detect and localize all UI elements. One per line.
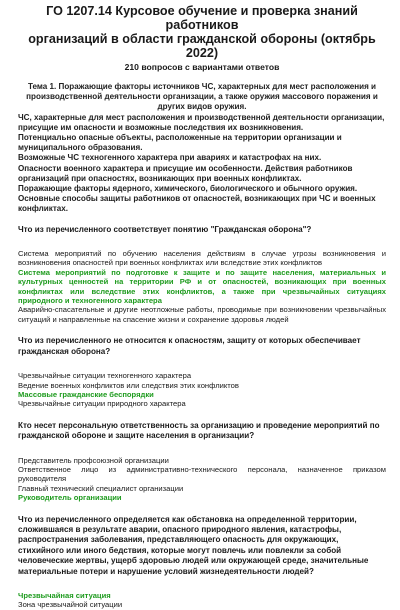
topic-line: Потенциально опасные объекты, расположенные на территории организации и муниципального образования. bbox=[18, 133, 342, 153]
title-line-2: организаций в области гражданской обороны (октябрь 2022) bbox=[28, 32, 376, 60]
topic-line: Основные способы защиты работников от опасностей, возникающих при ЧС и военных конфликтах. bbox=[18, 194, 376, 214]
topic-block bbox=[18, 82, 386, 215]
answer-option: Ведение военных конфликтов или следствия этих конфликтов bbox=[18, 380, 239, 390]
topic-line: Поражающие факторы ядерного, химического, биологического и обычного оружия. bbox=[18, 184, 358, 194]
correct-answer: Чрезвычайная ситуация bbox=[18, 591, 111, 601]
topic-line: ЧС, характерные для мест расположения и производственной деятельности организации, присущие им опасности и возможные последствия их возникновения. bbox=[18, 112, 385, 132]
correct-answer: Система мероприятий по подготовке к защите и по защите населения, материальных и культурных ценностей на территории РФ и от опасностей, возникающих при военных конфликтах или вследствие этих конфликтов, а также при чрезвычайных ситуациях природного и техногенного характера bbox=[18, 267, 386, 306]
answer-option: Главный технический специалист организации bbox=[18, 483, 184, 493]
topic-line: Возможные ЧС техногенного характера при авариях и катастрофах на них. bbox=[18, 153, 322, 163]
answer-option: Аварийно-спасательные и другие неотложные работы, проводимые при возникновении чрезвычайных ситуаций и направленные на спасение жизни и сохранение здоровья людей bbox=[18, 305, 386, 324]
question-text: Кто несет персональную ответственность за организацию и проведение мероприятий по гражданской обороне и защите населения в организации? bbox=[18, 420, 380, 441]
question-text: Что из перечисленного определяется как обстановка на определенной территории, сложившаяся в результате аварии, опасного природного явления, катастрофы, распространения заболевания, представляющего опасность для окружающих, стихийного или иного бедствия, которые могут повлечь или повлекли за собой человеческие жертвы, ущерб здоровью людей или окружающей среде, значительные материальные потери и нарушение условий жизнедеятельности людей? bbox=[18, 514, 369, 576]
question-block bbox=[18, 421, 386, 503]
topic-line: Опасности военного характера и присущие им особенности. Действия работников организаций при опасностях, возникающих при военных конфликтах. bbox=[18, 163, 353, 183]
answer-option: Зона чрезвычайной ситуации bbox=[18, 600, 123, 610]
answer-option: Система мероприятий по обучению населения действиям в случае угрозы возникновения и возникновения опасностей при военных конфликтах или вследствие этих конфликтов bbox=[18, 249, 386, 268]
question-block bbox=[18, 515, 386, 610]
question-text: Что из перечисленного не относится к опасностям, защиту от которых обеспечивает гражданская оборона? bbox=[18, 336, 361, 356]
document-subtitle: 210 вопросов с вариантами ответов bbox=[124, 62, 280, 72]
question-block bbox=[18, 225, 386, 325]
question-text: Что из перечисленного соответствует понятию "Гражданская оборона"? bbox=[18, 224, 312, 234]
document-title bbox=[18, 4, 386, 60]
answer-option: Чрезвычайные ситуации техногенного характера bbox=[18, 371, 192, 381]
question-block bbox=[18, 336, 386, 408]
topic-heading: Тема 1. Поражающие факторы источников ЧС, характерных для мест расположения и производственной деятельности организации, а также оружия массового поражения и других видов оружия. bbox=[26, 82, 378, 112]
correct-answer: Руководитель организации bbox=[18, 493, 122, 503]
answer-option: Представитель профсоюзной организации bbox=[18, 455, 169, 465]
correct-answer: Массовые гражданские беспорядки bbox=[18, 389, 154, 399]
answer-option: Чрезвычайные ситуации природного характера bbox=[18, 399, 186, 409]
title-line-1: ГО 1207.14 Курсовое обучение и проверка знаний работников bbox=[46, 4, 358, 32]
answer-option: Ответственное лицо из административно-технического персонала, назначенное приказом руководителя bbox=[18, 464, 386, 484]
